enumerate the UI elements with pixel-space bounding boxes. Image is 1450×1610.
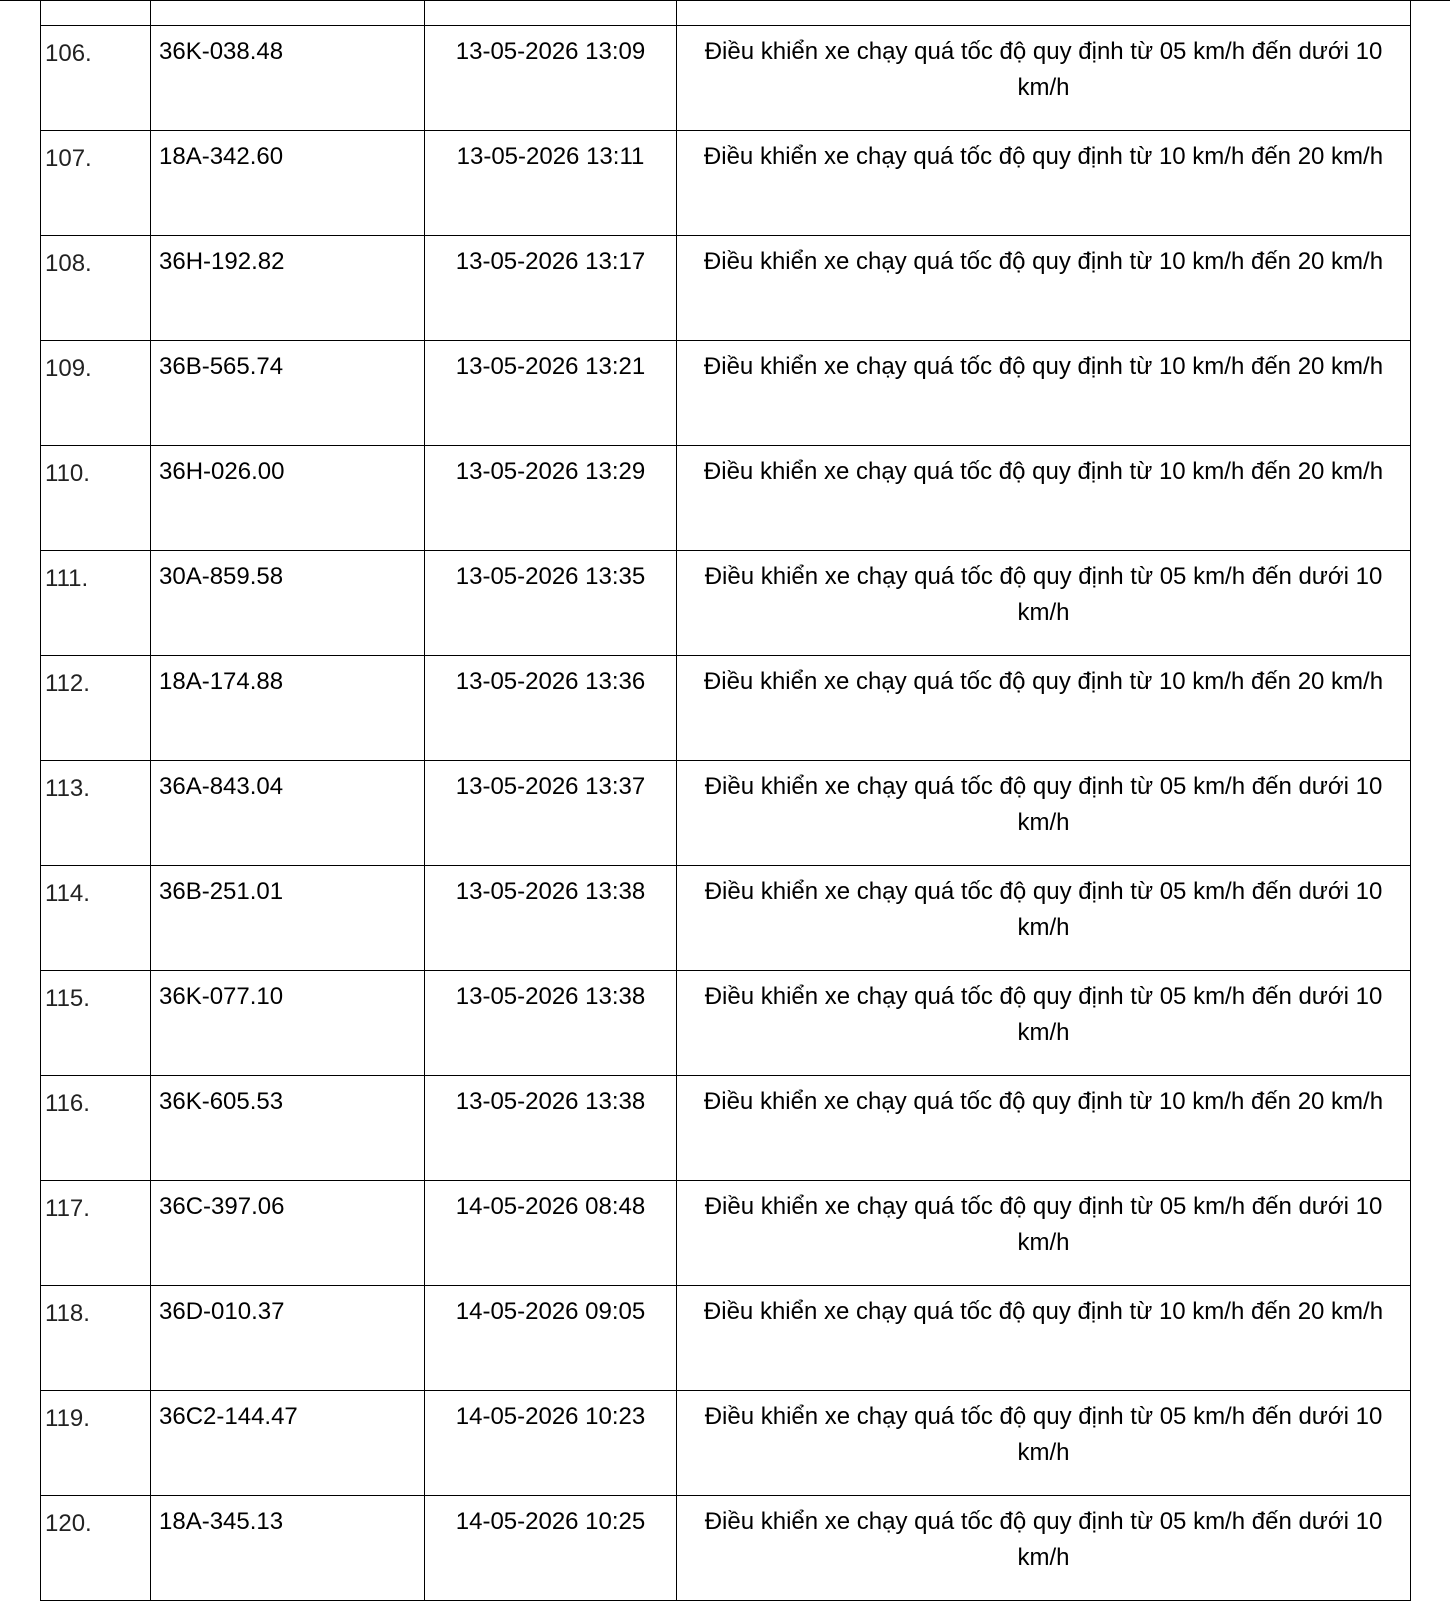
violation-time: 13-05-2026 13:38 — [425, 1076, 677, 1181]
license-plate: 18A-345.13 — [151, 1496, 425, 1601]
page-top-rule — [0, 0, 1450, 1]
violation-time: 13-05-2026 13:17 — [425, 236, 677, 341]
row-number: 118. — [41, 1286, 151, 1391]
row-number: 107. — [41, 131, 151, 236]
license-plate: 30A-859.58 — [151, 551, 425, 656]
license-plate: 36C2-144.47 — [151, 1391, 425, 1496]
row-number: 106. — [41, 26, 151, 131]
license-plate: 36C-397.06 — [151, 1181, 425, 1286]
table-row — [41, 761, 1411, 866]
violation-time: 13-05-2026 13:09 — [425, 26, 677, 131]
violation-table-body — [41, 26, 1411, 1601]
violation-description: Điều khiển xe chạy quá tốc độ quy định từ 05 km/h đến dưới 10 km/h — [677, 1496, 1411, 1601]
row-number: 116. — [41, 1076, 151, 1181]
row-number: 111. — [41, 551, 151, 656]
violation-time: 13-05-2026 13:36 — [425, 656, 677, 761]
license-plate: 36D-010.37 — [151, 1286, 425, 1391]
violation-description: Điều khiển xe chạy quá tốc độ quy định từ 10 km/h đến 20 km/h — [677, 1076, 1411, 1181]
table-row — [41, 1076, 1411, 1181]
table-row — [41, 26, 1411, 131]
license-plate: 36K-605.53 — [151, 1076, 425, 1181]
column-divider — [676, 0, 677, 25]
row-number: 112. — [41, 656, 151, 761]
violation-description: Điều khiển xe chạy quá tốc độ quy định từ 05 km/h đến dưới 10 km/h — [677, 761, 1411, 866]
table-row — [41, 341, 1411, 446]
violation-time: 13-05-2026 13:37 — [425, 761, 677, 866]
license-plate: 36B-565.74 — [151, 341, 425, 446]
column-divider — [150, 0, 151, 25]
violation-description: Điều khiển xe chạy quá tốc độ quy định từ 05 km/h đến dưới 10 km/h — [677, 1391, 1411, 1496]
violation-time: 13-05-2026 13:38 — [425, 866, 677, 971]
violation-table — [40, 25, 1411, 1601]
row-number: 108. — [41, 236, 151, 341]
violation-time: 13-05-2026 13:21 — [425, 341, 677, 446]
table-row — [41, 866, 1411, 971]
violation-time: 13-05-2026 13:29 — [425, 446, 677, 551]
violation-description: Điều khiển xe chạy quá tốc độ quy định từ 05 km/h đến dưới 10 km/h — [677, 26, 1411, 131]
license-plate: 36K-038.48 — [151, 26, 425, 131]
row-number: 113. — [41, 761, 151, 866]
violation-time: 13-05-2026 13:38 — [425, 971, 677, 1076]
row-number: 110. — [41, 446, 151, 551]
license-plate: 36H-026.00 — [151, 446, 425, 551]
violation-description: Điều khiển xe chạy quá tốc độ quy định từ 10 km/h đến 20 km/h — [677, 341, 1411, 446]
table-row — [41, 1496, 1411, 1601]
table-row — [41, 446, 1411, 551]
column-divider — [1410, 0, 1411, 25]
violation-description: Điều khiển xe chạy quá tốc độ quy định từ 10 km/h đến 20 km/h — [677, 131, 1411, 236]
violation-description: Điều khiển xe chạy quá tốc độ quy định từ 05 km/h đến dưới 10 km/h — [677, 551, 1411, 656]
column-divider — [424, 0, 425, 25]
violation-description: Điều khiển xe chạy quá tốc độ quy định từ 10 km/h đến 20 km/h — [677, 236, 1411, 341]
table-row — [41, 971, 1411, 1076]
license-plate: 18A-174.88 — [151, 656, 425, 761]
row-number: 117. — [41, 1181, 151, 1286]
license-plate: 36K-077.10 — [151, 971, 425, 1076]
row-number: 109. — [41, 341, 151, 446]
table-row — [41, 656, 1411, 761]
license-plate: 36B-251.01 — [151, 866, 425, 971]
violation-time: 14-05-2026 08:48 — [425, 1181, 677, 1286]
violation-description: Điều khiển xe chạy quá tốc độ quy định từ 10 km/h đến 20 km/h — [677, 446, 1411, 551]
violation-description: Điều khiển xe chạy quá tốc độ quy định từ 05 km/h đến dưới 10 km/h — [677, 1181, 1411, 1286]
table-row — [41, 236, 1411, 341]
column-divider — [40, 0, 41, 25]
table-row — [41, 1286, 1411, 1391]
table-row — [41, 1181, 1411, 1286]
row-number: 120. — [41, 1496, 151, 1601]
license-plate: 36A-843.04 — [151, 761, 425, 866]
row-number: 114. — [41, 866, 151, 971]
violation-time: 14-05-2026 09:05 — [425, 1286, 677, 1391]
table-row — [41, 131, 1411, 236]
violation-description: Điều khiển xe chạy quá tốc độ quy định từ 10 km/h đến 20 km/h — [677, 656, 1411, 761]
violation-time: 14-05-2026 10:25 — [425, 1496, 677, 1601]
violation-description: Điều khiển xe chạy quá tốc độ quy định từ 05 km/h đến dưới 10 km/h — [677, 971, 1411, 1076]
violation-description: Điều khiển xe chạy quá tốc độ quy định từ 05 km/h đến dưới 10 km/h — [677, 866, 1411, 971]
license-plate: 18A-342.60 — [151, 131, 425, 236]
violation-description: Điều khiển xe chạy quá tốc độ quy định từ 10 km/h đến 20 km/h — [677, 1286, 1411, 1391]
row-number: 119. — [41, 1391, 151, 1496]
violation-time: 13-05-2026 13:35 — [425, 551, 677, 656]
license-plate: 36H-192.82 — [151, 236, 425, 341]
table-row — [41, 551, 1411, 656]
row-number: 115. — [41, 971, 151, 1076]
violation-time: 13-05-2026 13:11 — [425, 131, 677, 236]
violation-time: 14-05-2026 10:23 — [425, 1391, 677, 1496]
table-row — [41, 1391, 1411, 1496]
